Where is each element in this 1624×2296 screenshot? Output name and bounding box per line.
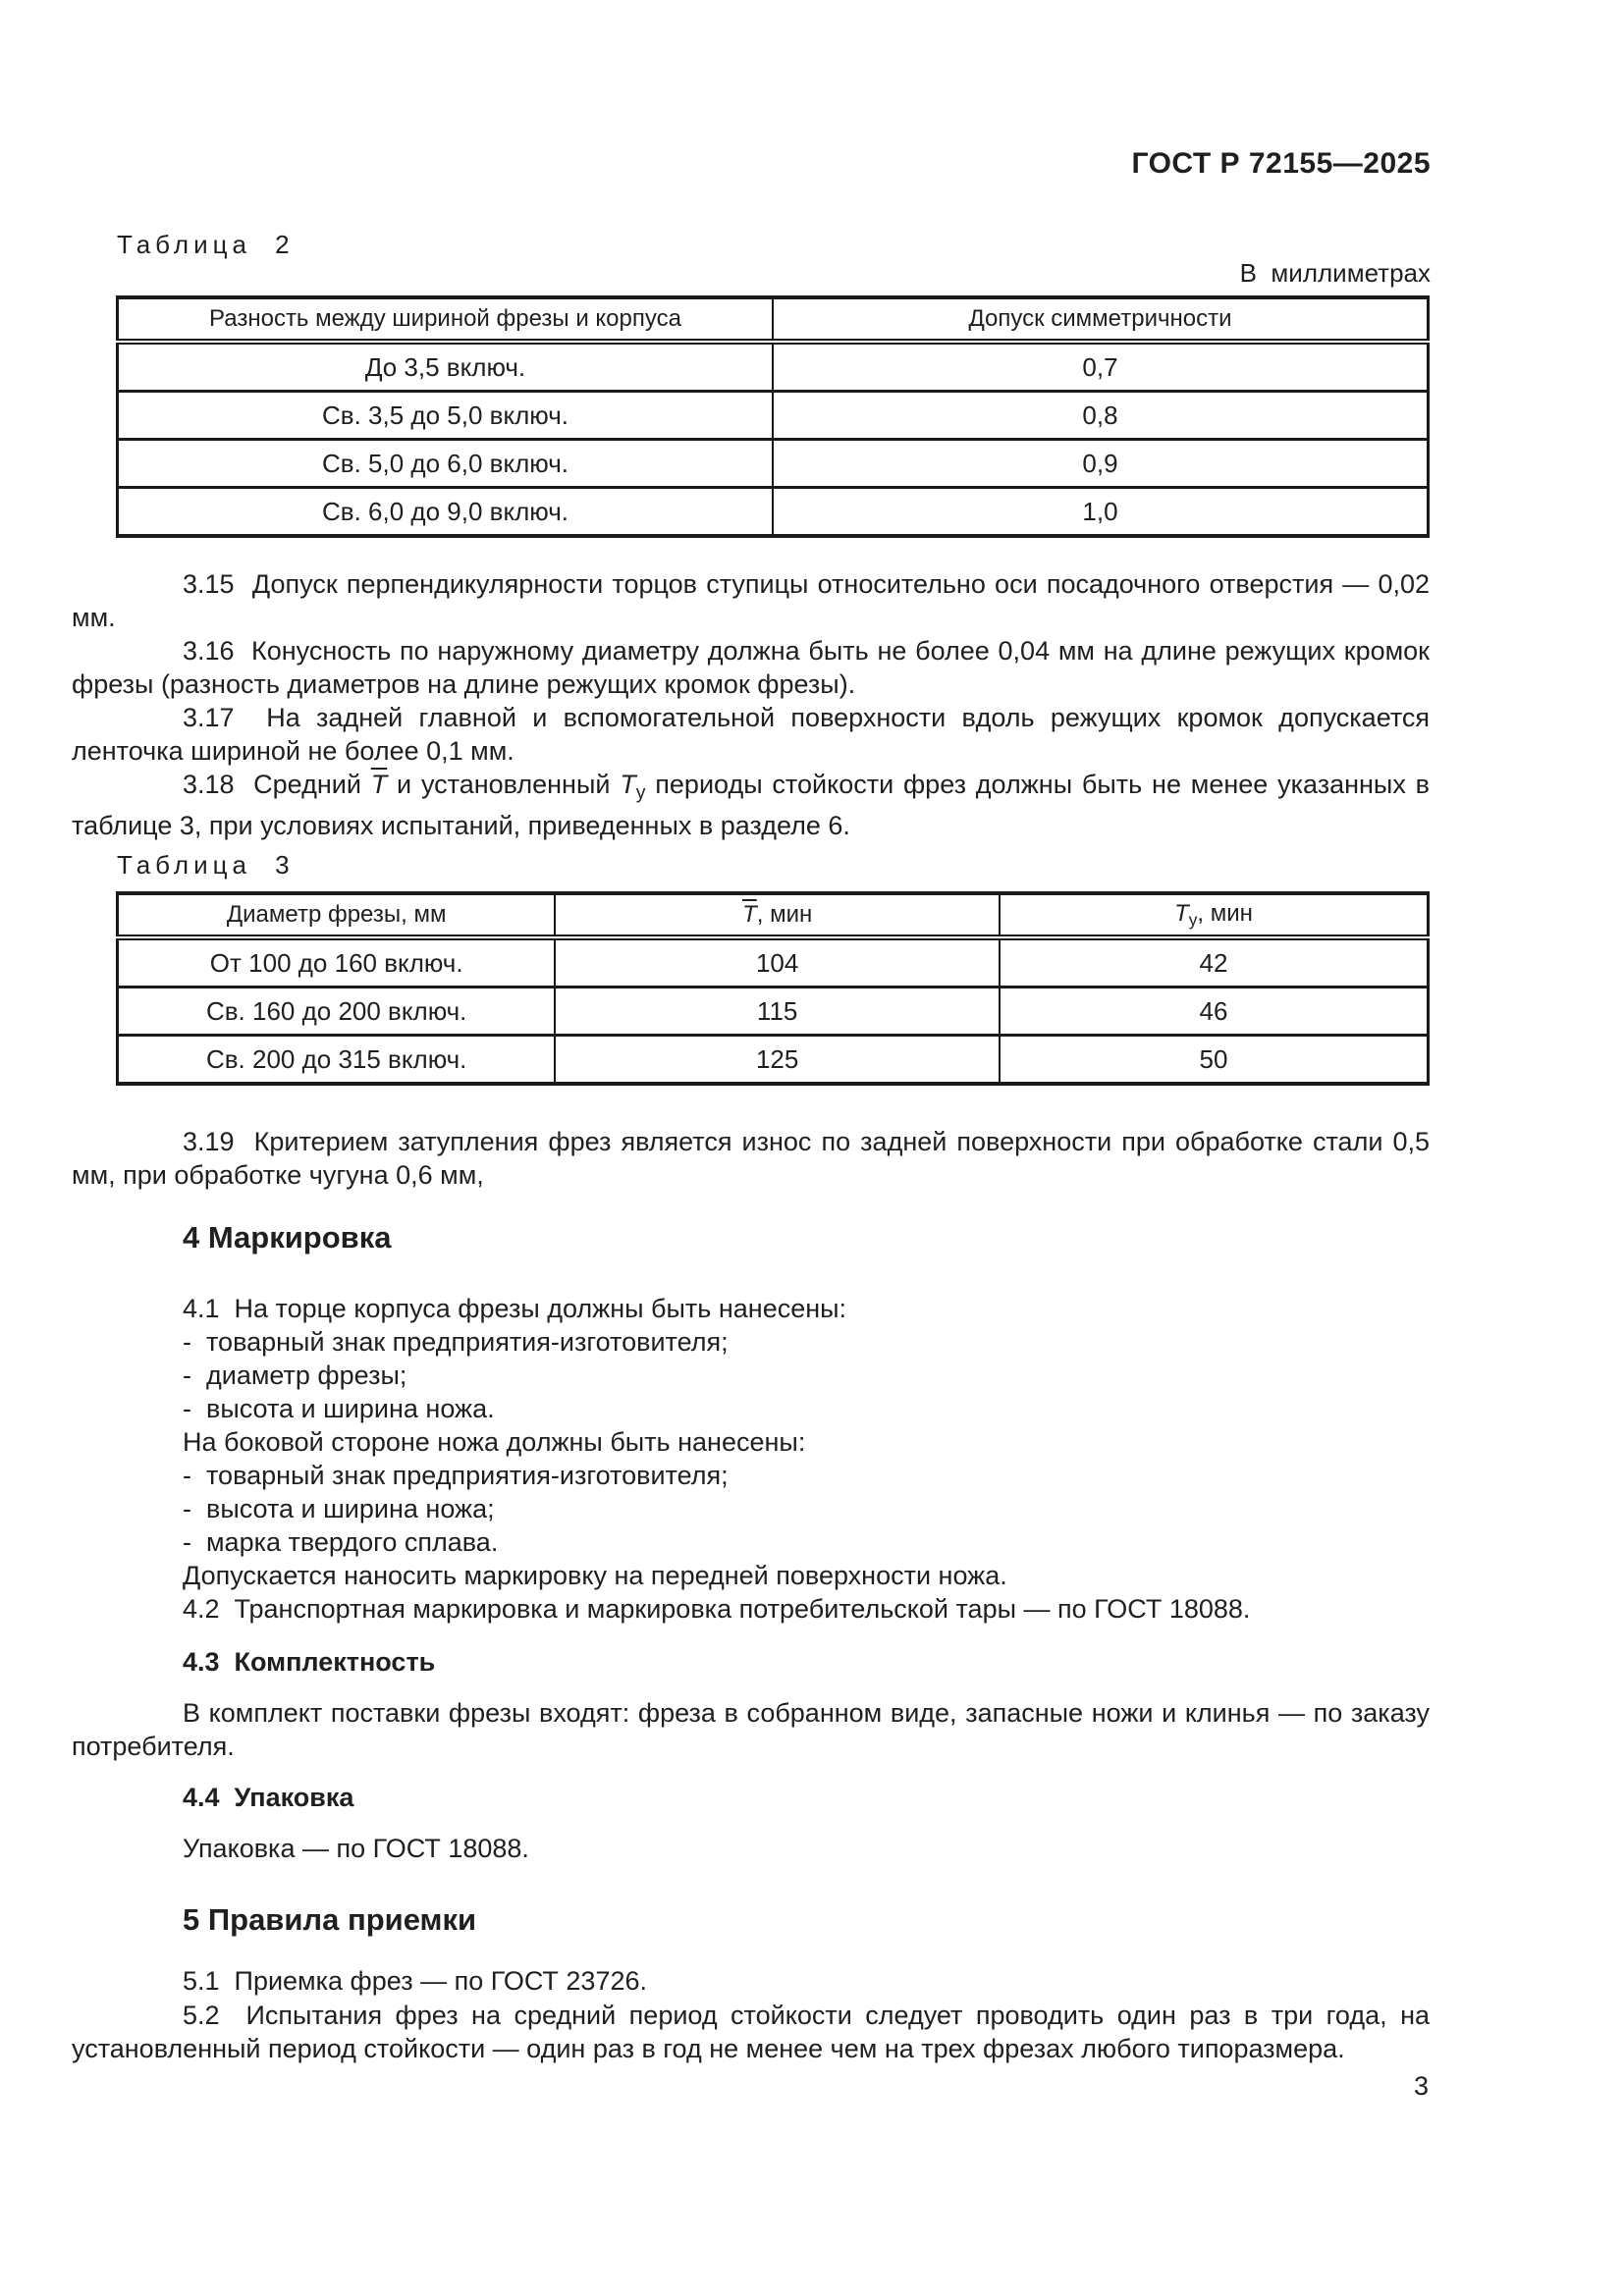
table-2 <box>116 295 1430 538</box>
list-item: - марка твердого сплава. <box>183 1527 499 1557</box>
table-cell: 125 <box>555 1036 1000 1085</box>
table-cell: Св. 3,5 до 5,0 включ. <box>118 392 774 440</box>
clause-3-19-block <box>72 1125 1430 1192</box>
section-5-heading: 5 Правила приемки <box>183 1902 477 1937</box>
table-row <box>118 1036 1429 1085</box>
clause-4-3-heading: 4.3 Комплектность <box>183 1647 436 1677</box>
table-cell: Св. 200 до 315 включ. <box>118 1036 556 1085</box>
t-set-symbol: T <box>1174 899 1189 927</box>
list-item: - товарный знак предприятия-изготовителя; <box>183 1461 729 1490</box>
clauses-3-block <box>72 567 1430 842</box>
list-item: - высота и ширина ножа. <box>183 1394 495 1423</box>
clause-4-1-permission-note: Допускается наносить маркировку на передней поверхности ножа. <box>183 1561 1007 1590</box>
table-2-caption: Таблица 2 <box>117 230 295 259</box>
table-3 <box>116 891 1430 1086</box>
clause-4-3-text: В комплект поставки фрезы входят: фреза в собранном виде, запасные ножи и клинья — по заказу потребителя. <box>72 1698 1430 1761</box>
clause-4-1: 4.1 На торце корпуса фрезы должны быть нанесены: <box>183 1294 847 1323</box>
clause-3-18-mid: и установленный <box>387 770 621 799</box>
clause-3-16: 3.16 Конусность по наружному диаметру должна быть не более 0,04 мм на длине режущих кромок фрезы (разность диаметров на длине режущих кромок фрезы). <box>72 636 1430 699</box>
t-set-symbol: T <box>620 770 636 799</box>
t-set-subscript: у <box>1188 909 1198 930</box>
table-cell: До 3,5 включ. <box>118 342 774 392</box>
table-3-header-row <box>118 893 1429 937</box>
table-row <box>118 488 1429 537</box>
table-3-caption: Таблица 3 <box>117 850 295 880</box>
list-item: - товарный знак предприятия-изготовителя; <box>183 1327 729 1357</box>
clause-5-2: 5.2 Испытания фрез на средний период стойкости следует проводить один раз в три года, на установленный период стойкости — один раз в год не менее чем на трех фрезах любого типоразмера. <box>72 2001 1430 2063</box>
clause-4-3-block <box>72 1696 1430 1763</box>
table-row <box>118 342 1429 392</box>
table-cell: Св. 5,0 до 6,0 включ. <box>118 440 774 488</box>
page-number: 3 <box>1413 2071 1429 2101</box>
table-cell: Св. 6,0 до 9,0 включ. <box>118 488 774 537</box>
table-row <box>118 988 1429 1036</box>
table-row <box>118 392 1429 440</box>
clause-4-2: 4.2 Транспортная маркировка и маркировка потребительской тары — по ГОСТ 18088. <box>183 1594 1251 1624</box>
table-cell: От 100 до 160 включ. <box>118 937 556 988</box>
clause-3-15: 3.15 Допуск перпендикулярности торцов ступицы относительно оси посадочного отверстия — 0,02 мм. <box>72 569 1430 632</box>
table-cell: 50 <box>1000 1036 1429 1085</box>
section-4-heading: 4 Маркировка <box>183 1220 392 1255</box>
table-2-header-cell: Допуск симметричности <box>773 297 1429 342</box>
clause-4-1-block <box>183 1292 1250 1626</box>
table-row <box>118 440 1429 488</box>
clause-4-1-side-note: На боковой стороне ножа должны быть нанесены: <box>183 1427 806 1457</box>
table-3-header-cell <box>555 893 1000 937</box>
clause-3-18 <box>72 768 1430 842</box>
table-cell: Св. 160 до 200 включ. <box>118 988 556 1036</box>
table-2-header-cell: Разность между шириной фрезы и корпуса <box>118 297 774 342</box>
clause-5-1: 5.1 Приемка фрез — по ГОСТ 23726. <box>183 1966 648 1996</box>
clause-5-2-block <box>72 1999 1430 2065</box>
list-item: - высота и ширина ножа; <box>183 1494 495 1523</box>
list-item: - диаметр фрезы; <box>183 1361 407 1390</box>
clause-4-4-heading: 4.4 Упаковка <box>183 1783 354 1812</box>
table-3-header-cell: Диаметр фрезы, мм <box>118 893 556 937</box>
table-cell: 1,0 <box>773 488 1429 537</box>
table-cell: 0,8 <box>773 392 1429 440</box>
standard-reference: ГОСТ Р 72155—2025 <box>1131 147 1431 180</box>
table-2-units-note: В миллиметрах <box>1239 258 1431 288</box>
table-3-header-cell <box>1000 893 1429 937</box>
t-average-units: , мин <box>756 901 813 928</box>
t-average-symbol: $\overline{T}$ <box>742 901 757 928</box>
clause-3-17: 3.17 На задней главной и вспомогательной поверхности вдоль режущих кромок допускается ленточка шириной не более 0,1 мм. <box>72 703 1430 766</box>
table-row <box>118 937 1429 988</box>
table-cell: 104 <box>555 937 1000 988</box>
table-cell: 115 <box>555 988 1000 1036</box>
t-average-symbol: $\overline{T}$ <box>370 770 388 799</box>
t-set-units: , мин <box>1197 899 1253 927</box>
table-cell: 46 <box>1000 988 1429 1036</box>
clause-4-4-text: Упаковка — по ГОСТ 18088. <box>183 1834 529 1863</box>
table-2-header-row <box>118 297 1429 342</box>
clause-3-18-tail: периоды стойкости фрез должны быть не менее указанных в таблице 3, при условиях испытаний, приведенных в разделе 6. <box>72 770 1430 841</box>
clause-3-18-lead: 3.18 Средний <box>183 770 371 799</box>
table-cell: 0,9 <box>773 440 1429 488</box>
clause-3-19: 3.19 Критерием затупления фрез является износ по задней поверхности при обработке стали 0,5 мм, при обработке чугуна 0,6 мм, <box>72 1127 1430 1190</box>
table-cell: 42 <box>1000 937 1429 988</box>
t-set-subscript: у <box>635 781 646 804</box>
table-cell: 0,7 <box>773 342 1429 392</box>
